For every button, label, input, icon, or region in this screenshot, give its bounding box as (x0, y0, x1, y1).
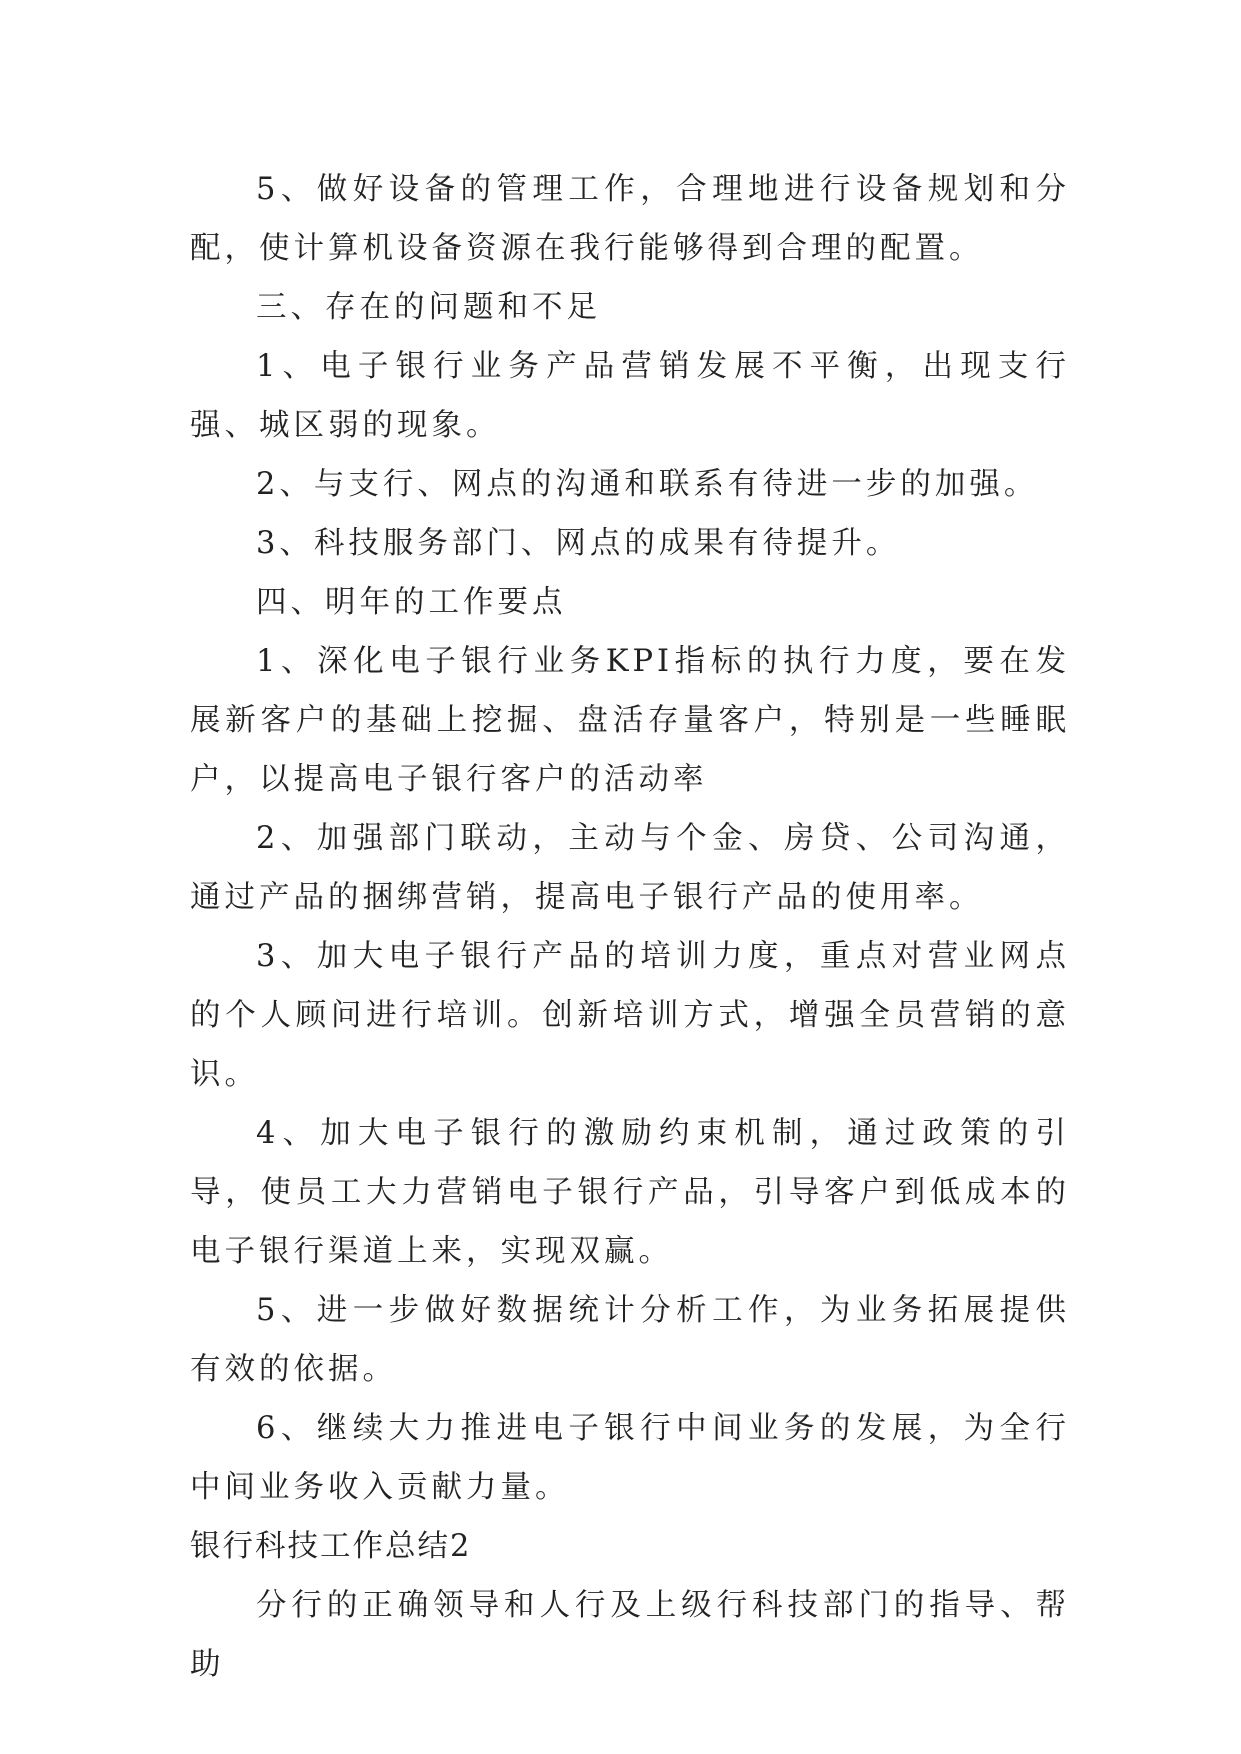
paragraph-plan-1: 1、深化电子银行业务KPI指标的执行力度，要在发展新客户的基础上挖掘、盘活存量客户，特别是一些睡眠户，以提高电子银行客户的活动率 (190, 644, 1070, 797)
paragraph-problem-1: 1、电子银行业务产品营销发展不平衡，出现支行强、城区弱的现象。 (190, 349, 1070, 443)
paragraph-problem-2: 2、与支行、网点的沟通和联系有待进一步的加强。 (256, 467, 1039, 502)
paragraph-plan-3: 3、加大电子银行产品的培训力度，重点对营业网点的个人顾问进行培训。创新培训方式，增强全员营销的意识。 (190, 939, 1070, 1092)
paragraph-equipment-management: 5、做好设备的管理工作，合理地进行设备规划和分配，使计算机设备资源在我行能够得到合理的配置。 (190, 172, 1070, 266)
section-title: 银行科技工作总结2 (190, 1529, 472, 1564)
paragraph-intro: 分行的正确领导和人行及上级行科技部门的指导、帮助 (190, 1588, 1070, 1682)
document-body (190, 160, 1070, 1694)
paragraph-problem-3: 3、科技服务部门、网点的成果有待提升。 (256, 526, 901, 561)
paragraph-plan-4: 4、加大电子银行的激励约束机制，通过政策的引导，使员工大力营销电子银行产品，引导客户到低成本的电子银行渠道上来，实现双赢。 (190, 1116, 1070, 1269)
paragraph-plan-6: 6、继续大力推进电子银行中间业务的发展，为全行中间业务收入贡献力量。 (190, 1411, 1070, 1505)
paragraph-plan-2: 2、加强部门联动，主动与个金、房贷、公司沟通，通过产品的捆绑营销，提高电子银行产品的使用率。 (190, 821, 1070, 915)
paragraph-plan-5: 5、进一步做好数据统计分析工作，为业务拓展提供有效的依据。 (190, 1293, 1070, 1387)
heading-next-year-plan: 四、明年的工作要点 (256, 585, 567, 620)
heading-problems: 三、存在的问题和不足 (256, 290, 601, 325)
